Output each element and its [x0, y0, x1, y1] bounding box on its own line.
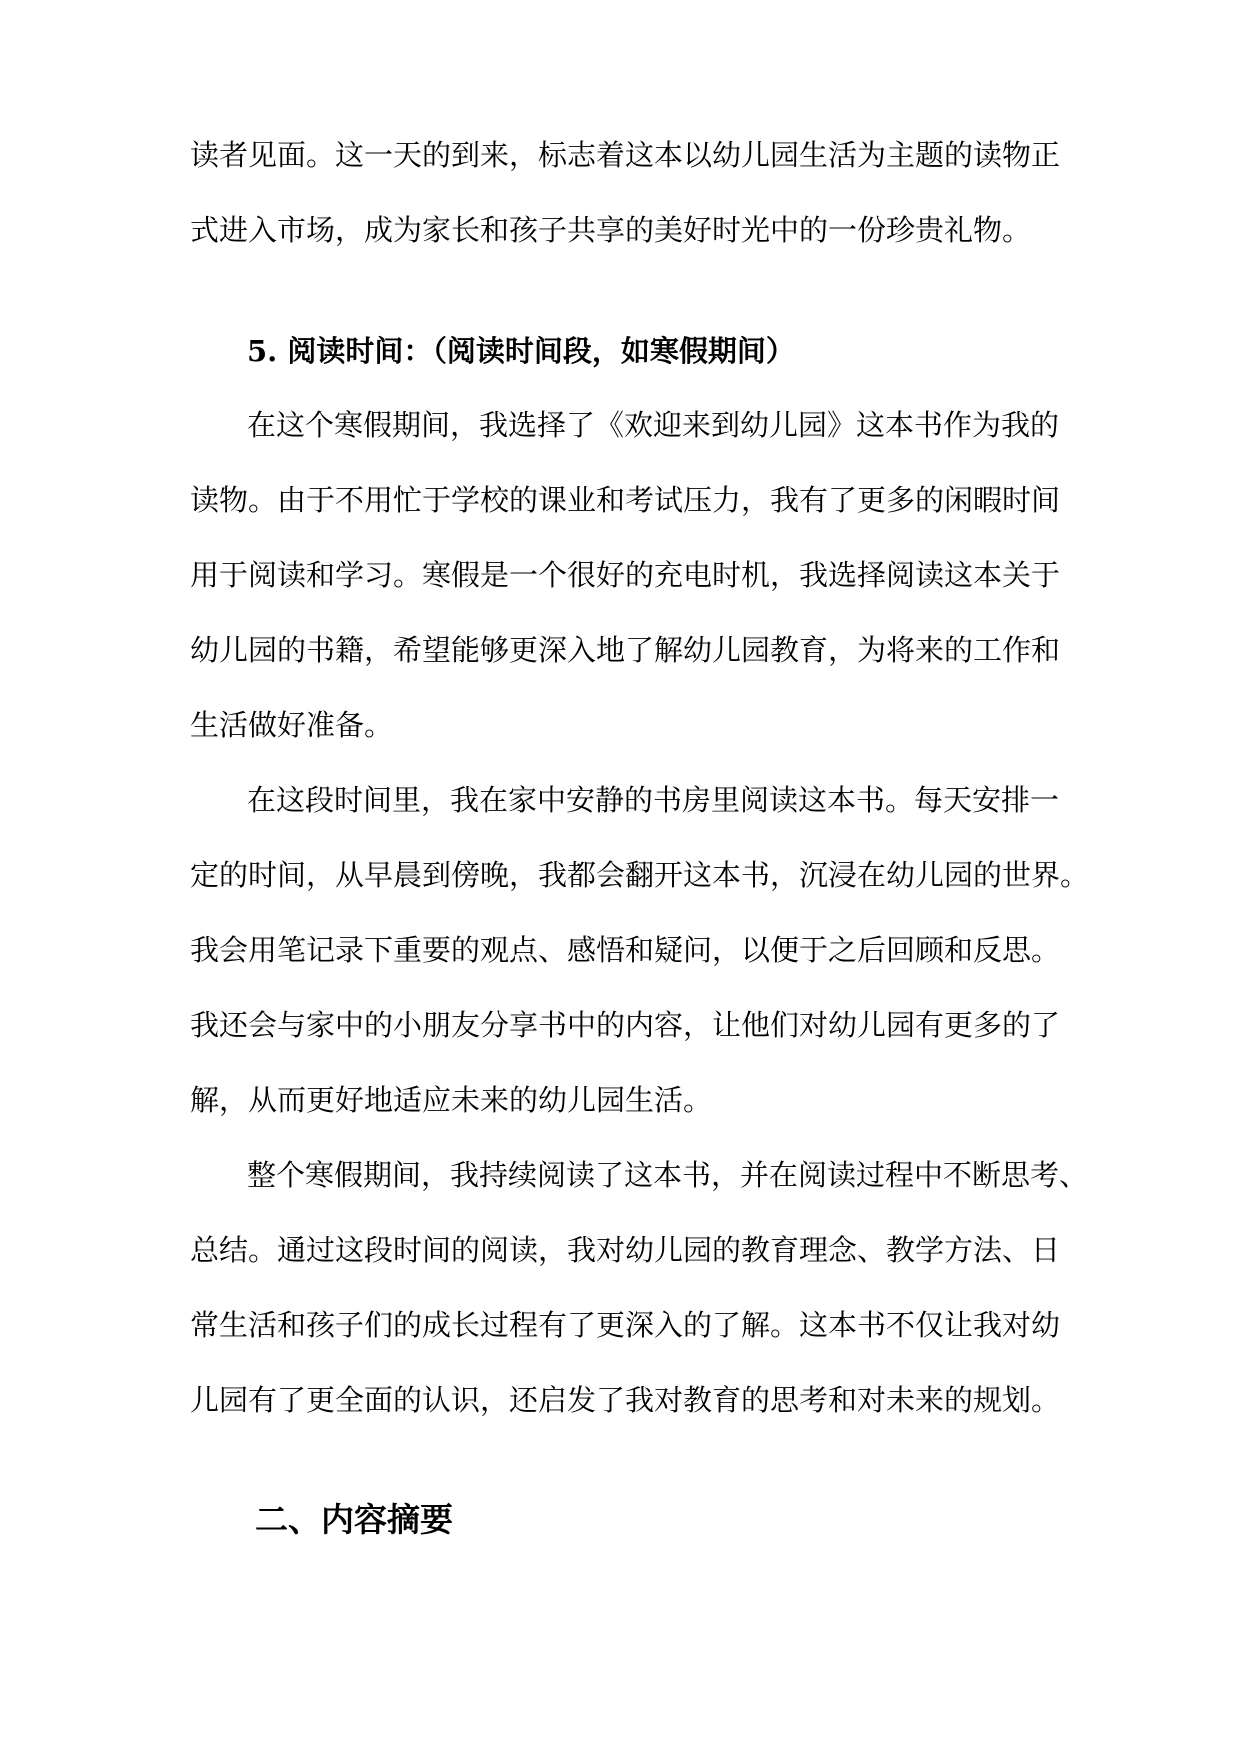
section-5-heading: 5. 阅读时间：（阅读时间段，如寒假期间）: [247, 334, 795, 368]
text-line: 用于阅读和学习。寒假是一个很好的充电时机，我选择阅读这本关于: [190, 558, 1061, 592]
section-2-heading: 二、内容摘要: [255, 1500, 453, 1539]
text-line: 在这段时间里，我在家中安静的书房里阅读这本书。每天安排一: [247, 783, 1060, 817]
text-line: 解，从而更好地适应未来的幼儿园生活。: [190, 1083, 713, 1117]
text-line: 幼儿园的书籍，希望能够更深入地了解幼儿园教育，为将来的工作和: [190, 633, 1061, 667]
text-line: 读者见面。这一天的到来，标志着这本以幼儿园生活为主题的读物正: [190, 138, 1061, 172]
text-line: 定的时间，从早晨到傍晚，我都会翻开这本书，沉浸在幼儿园的世界。: [190, 858, 1090, 892]
text-line: 整个寒假期间，我持续阅读了这本书，并在阅读过程中不断思考、: [247, 1158, 1089, 1192]
text-line: 我还会与家中的小朋友分享书中的内容，让他们对幼儿园有更多的了: [190, 1008, 1061, 1042]
text-line: 式进入市场，成为家长和孩子共享的美好时光中的一份珍贵礼物。: [190, 213, 1032, 247]
text-line: 在这个寒假期间，我选择了《欢迎来到幼儿园》这本书作为我的: [247, 408, 1060, 442]
text-line: 读物。由于不用忙于学校的课业和考试压力，我有了更多的闲暇时间: [190, 483, 1061, 517]
text-line: 生活做好准备。: [190, 708, 394, 742]
text-line: 儿园有了更全面的认识，还启发了我对教育的思考和对未来的规划。: [190, 1383, 1061, 1417]
text-line: 常生活和孩子们的成长过程有了更深入的了解。这本书不仅让我对幼: [190, 1308, 1061, 1342]
text-line: 我会用笔记录下重要的观点、感悟和疑问，以便于之后回顾和反思。: [190, 933, 1061, 967]
text-line: 总结。通过这段时间的阅读，我对幼儿园的教育理念、教学方法、日: [190, 1233, 1061, 1267]
